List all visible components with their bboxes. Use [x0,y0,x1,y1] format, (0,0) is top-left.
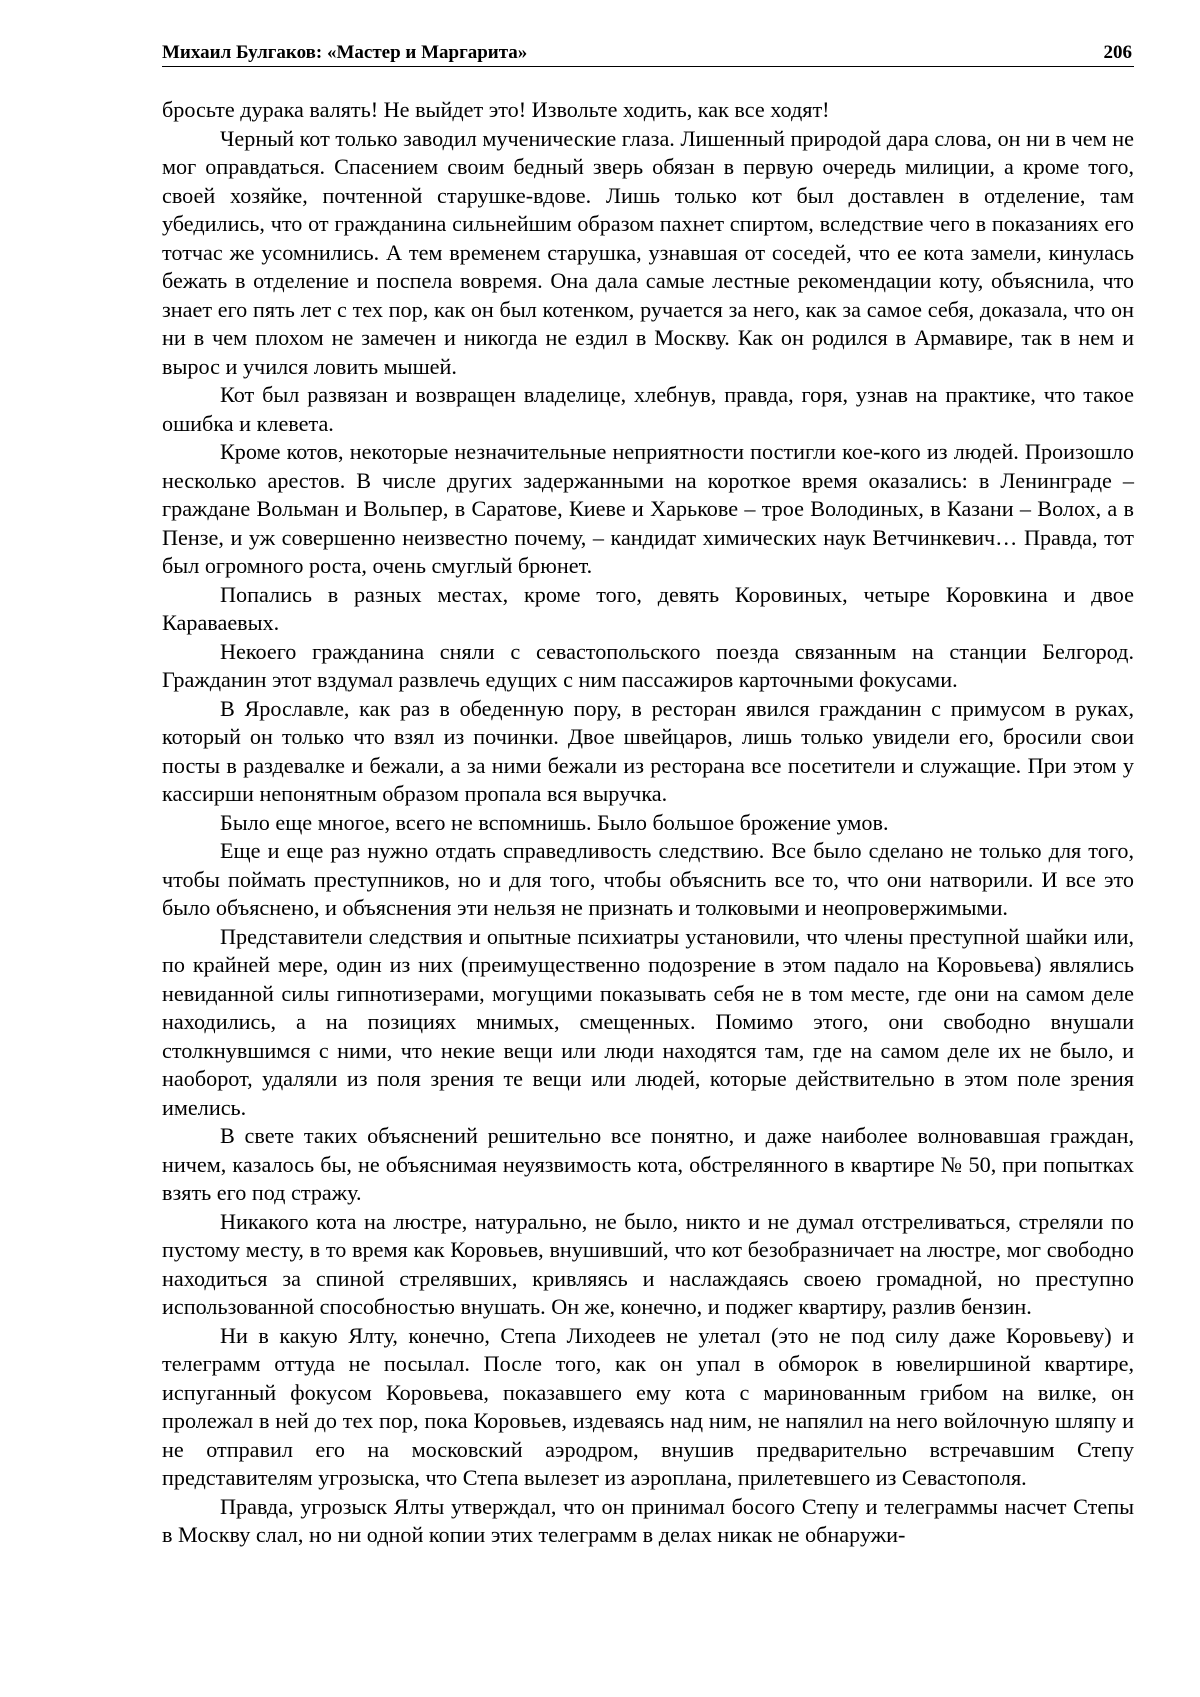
body-text [162,96,1134,1550]
paragraph: В свете таких объяснений решительно все понятно, и даже наиболее волновавшая граждан, ничем, казалось бы, не объяснимая неуязвимость кота, обстрелянного в квартире № 50, при попытках взять его под стражу. [162,1123,1134,1205]
paragraph: Еще и еще раз нужно отдать справедливость следствию. Все было сделано не только для того, чтобы поймать преступников, но и для того, чтобы объяснить все то, что они натворили. И все это было объяснено, и объяснения эти нельзя не признать и толковыми и неопровержимыми. [162,838,1134,920]
paragraph: Правда, угрозыск Ялты утверждал, что он принимал босого Степу и телеграммы насчет Степы в Москву слал, но ни одной копии этих телеграмм в делах никак не обнаружи- [162,1493,1134,1547]
paragraph: Черный кот только заводил мученические глаза. Лишенный природой дара слова, он ни в чем не мог оправдаться. Спасением своим бедный зверь обязан в первую очередь милиции, а кроме того, своей хозяйке, почтенной старушке-вдове. Лишь только кот был доставлен в отделение, там убедились, что от гражданина сильнейшим образом пахнет спиртом, вследствие чего в показаниях его тотчас же усомнились. А тем временем старушка, узнавшая от соседей, что ее кота замели, кинулась бежать в отделение и поспела вовремя. Она дала самые лестные рекомендации коту, объяснила, что знает его пять лет с тех пор, как он был котенком, ручается за него, как за самое себя, доказала, что он ни в чем плохом не замечен и никогда не ездил в Москву. Как он родился в Армавире, так в нем и вырос и учился ловить мышей. [162,125,1134,379]
paragraph: Было еще многое, всего не вспомнишь. Было большое брожение умов. [220,809,889,835]
paragraph: В Ярославле, как раз в обеденную пору, в ресторан явился гражданин с примусом в руках, который он только что взял из починки. Двое швейцаров, лишь только увидели его, бросили свои посты в раздевалке и бежали, а за ними бежали из ресторана все посетители и служащие. При этом у кассирши непонятным образом пропала вся выручка. [162,695,1134,806]
running-header [162,40,1134,67]
paragraph: Некоего гражданина сняли с севастопольского поезда связанным на станции Белгород. Гражданин этот вздумал развлечь едущих с ним пассажиров карточными фокусами. [162,638,1134,692]
paragraph: Ни в какую Ялту, конечно, Степа Лиходеев не улетал (это не под силу даже Коровьеву) и телеграмм оттуда не посылал. После того, как он упал в обморок в ювелиршиной квартире, испуганный фокусом Коровьева, показавшего ему кота с маринованным грибом на вилке, он пролежал в ней до тех пор, пока Коровьев, издеваясь над ним, не напялил на него войлочную шляпу и не отправил его на московский аэродром, внушив предварительно встречавшим Степу представителям угрозыска, что Степа вылезет из аэроплана, прилетевшего из Севастополя. [162,1322,1134,1490]
header-title: Михаил Булгаков: «Мастер и Маргарита» [162,42,528,63]
paragraph: Представители следствия и опытные психиатры установили, что члены преступной шайки или, по крайней мере, один из них (преимущественно подозрение в этом падало на Коровьева) являлись невиданной силы гипнотизерами, могущими показывать себя не в том месте, где они на самом деле находились, а на позициях мнимых, смещенных. Помимо этого, они свободно внушали столкнувшимся с ними, что некие вещи или люди находятся там, где на самом деле их не было, и наоборот, удаляли из поля зрения те вещи или людей, которые действительно в этом поле зрения имелись. [162,923,1134,1120]
paragraph: Кроме котов, некоторые незначительные неприятности постигли кое-кого из людей. Произошло несколько арестов. В числе других задержанными на короткое время оказались: в Ленинграде – граждане Вольман и Вольпер, в Саратове, Киеве и Харькове – трое Володиных, в Казани – Волох, а в Пензе, и уж совершенно неизвестно почему, – кандидат химических наук Ветчинкевич… Правда, тот был огромного роста, очень смуглый брюнет. [162,439,1134,578]
paragraph: Кот был развязан и возвращен владелице, хлебнув, правда, горя, узнав на практике, что такое ошибка и клевета. [162,382,1134,436]
page-number: 206 [1103,42,1132,63]
paragraph: бросьте дурака валять! Не выйдет это! Извольте ходить, как все ходят! [162,97,830,122]
paragraph: Никакого кота на люстре, натурально, не было, никто и не думал отстреливаться, стреляли по пустому месту, в то время как Коровьев, внушивший, что кот безобразничает на люстре, мог свободно находиться за спиной стрелявших, кривляясь и наслаждаясь своею громадной, но преступно использованной способностью внушать. Он же, конечно, и поджег квартиру, разлив бензин. [162,1208,1134,1319]
paragraph: Попались в разных местах, кроме того, девять Коровиных, четыре Коровкина и двое Караваевых. [162,581,1134,635]
